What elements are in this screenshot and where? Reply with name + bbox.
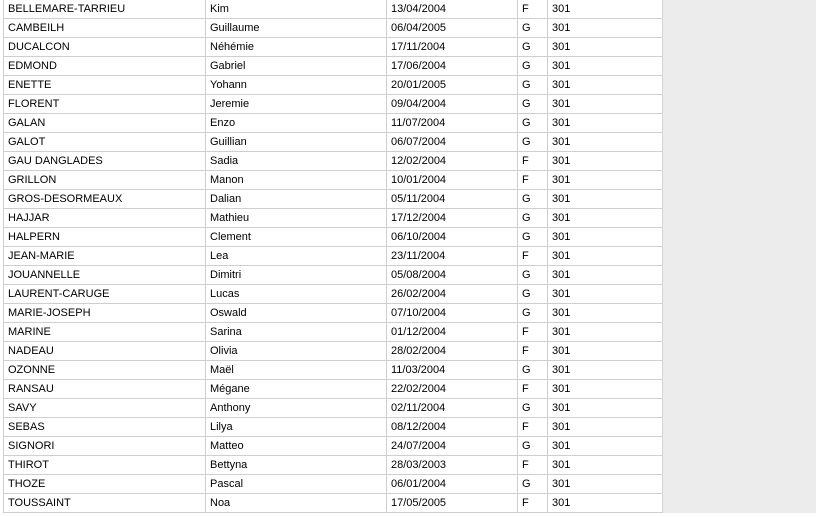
cell-sex[interactable]: G: [518, 38, 548, 57]
cell-class[interactable]: 301: [548, 228, 663, 247]
cell-sex[interactable]: G: [518, 190, 548, 209]
table-row: [4, 475, 663, 494]
cell-sex[interactable]: F: [518, 152, 548, 171]
table-row: [4, 342, 663, 361]
cell-class[interactable]: 301: [548, 0, 663, 19]
table-row: [4, 266, 663, 285]
table-row: [4, 133, 663, 152]
cell-birth-date[interactable]: 20/01/2005: [387, 76, 518, 95]
cell-last-name[interactable]: FLORENT: [4, 95, 206, 114]
cell-sex[interactable]: G: [518, 475, 548, 494]
cell-first-name[interactable]: Mégane: [206, 380, 387, 399]
cell-first-name[interactable]: Oswald: [206, 304, 387, 323]
cell-first-name[interactable]: Mathieu: [206, 209, 387, 228]
cell-birth-date[interactable]: 06/10/2004: [387, 228, 518, 247]
table-row: [4, 380, 663, 399]
cell-sex[interactable]: G: [518, 19, 548, 38]
cell-birth-date[interactable]: 09/04/2004: [387, 95, 518, 114]
table-row: [4, 171, 663, 190]
cell-class[interactable]: 301: [548, 95, 663, 114]
cell-sex[interactable]: G: [518, 285, 548, 304]
cell-birth-date[interactable]: 05/08/2004: [387, 266, 518, 285]
cell-last-name[interactable]: SAVY: [4, 399, 206, 418]
table-row: [4, 57, 663, 76]
table-row: [4, 361, 663, 380]
cell-last-name[interactable]: CAMBEILH: [4, 19, 206, 38]
cell-birth-date[interactable]: 10/01/2004: [387, 171, 518, 190]
table-row: [4, 323, 663, 342]
cell-first-name[interactable]: Lea: [206, 247, 387, 266]
table-row: [4, 437, 663, 456]
cell-last-name[interactable]: JOUANNELLE: [4, 266, 206, 285]
cell-first-name[interactable]: Bettyna: [206, 456, 387, 475]
cell-last-name[interactable]: EDMOND: [4, 57, 206, 76]
cell-birth-date[interactable]: 24/07/2004: [387, 437, 518, 456]
cell-first-name[interactable]: Néhémie: [206, 38, 387, 57]
table-row: [4, 95, 663, 114]
cell-birth-date[interactable]: 22/02/2004: [387, 380, 518, 399]
cell-last-name[interactable]: JEAN-MARIE: [4, 247, 206, 266]
cell-birth-date[interactable]: 02/11/2004: [387, 399, 518, 418]
cell-birth-date[interactable]: 06/01/2004: [387, 475, 518, 494]
cell-class[interactable]: 301: [548, 209, 663, 228]
cell-last-name[interactable]: BELLEMARE-TARRIEU: [4, 0, 206, 19]
cell-class[interactable]: 301: [548, 38, 663, 57]
cell-last-name[interactable]: MARIE-JOSEPH: [4, 304, 206, 323]
cell-first-name[interactable]: Enzo: [206, 114, 387, 133]
cell-first-name[interactable]: Matteo: [206, 437, 387, 456]
cell-birth-date[interactable]: 28/03/2003: [387, 456, 518, 475]
cell-first-name[interactable]: Kim: [206, 0, 387, 19]
table-row: [4, 114, 663, 133]
table-row: [4, 285, 663, 304]
cell-sex[interactable]: G: [518, 437, 548, 456]
cell-birth-date[interactable]: 06/04/2005: [387, 19, 518, 38]
table-row: [4, 0, 663, 19]
student-table: [3, 0, 663, 513]
cell-birth-date[interactable]: 06/07/2004: [387, 133, 518, 152]
cell-birth-date[interactable]: 11/03/2004: [387, 361, 518, 380]
cell-sex[interactable]: G: [518, 114, 548, 133]
cell-first-name[interactable]: Anthony: [206, 399, 387, 418]
cell-first-name[interactable]: Olivia: [206, 342, 387, 361]
cell-class[interactable]: 301: [548, 114, 663, 133]
cell-sex[interactable]: G: [518, 228, 548, 247]
cell-sex[interactable]: F: [518, 456, 548, 475]
cell-birth-date[interactable]: 17/12/2004: [387, 209, 518, 228]
cell-birth-date[interactable]: 08/12/2004: [387, 418, 518, 437]
cell-class[interactable]: 301: [548, 399, 663, 418]
cell-sex[interactable]: F: [518, 380, 548, 399]
cell-class[interactable]: 301: [548, 285, 663, 304]
cell-first-name[interactable]: Noa: [206, 494, 387, 513]
cell-class[interactable]: 301: [548, 171, 663, 190]
cell-last-name[interactable]: DUCALCON: [4, 38, 206, 57]
cell-birth-date[interactable]: 11/07/2004: [387, 114, 518, 133]
cell-class[interactable]: 301: [548, 418, 663, 437]
cell-last-name[interactable]: THOZE: [4, 475, 206, 494]
table-row: [4, 418, 663, 437]
cell-sex[interactable]: F: [518, 418, 548, 437]
cell-sex[interactable]: G: [518, 399, 548, 418]
cell-birth-date[interactable]: 01/12/2004: [387, 323, 518, 342]
cell-first-name[interactable]: Dimitri: [206, 266, 387, 285]
cell-first-name[interactable]: Gabriel: [206, 57, 387, 76]
cell-birth-date[interactable]: 13/04/2004: [387, 0, 518, 19]
cell-last-name[interactable]: GROS-DESORMEAUX: [4, 190, 206, 209]
cell-first-name[interactable]: Maël: [206, 361, 387, 380]
table-row: [4, 209, 663, 228]
cell-sex[interactable]: G: [518, 57, 548, 76]
cell-last-name[interactable]: SIGNORI: [4, 437, 206, 456]
cell-class[interactable]: 301: [548, 152, 663, 171]
cell-birth-date[interactable]: 28/02/2004: [387, 342, 518, 361]
cell-sex[interactable]: F: [518, 171, 548, 190]
table-row: [4, 19, 663, 38]
table-body: [4, 0, 663, 513]
table-row: [4, 152, 663, 171]
cell-class[interactable]: 301: [548, 475, 663, 494]
table-row: [4, 399, 663, 418]
cell-last-name[interactable]: LAURENT-CARUGE: [4, 285, 206, 304]
cell-last-name[interactable]: GRILLON: [4, 171, 206, 190]
table-row: [4, 76, 663, 95]
cell-last-name[interactable]: SEBAS: [4, 418, 206, 437]
cell-last-name[interactable]: GAU DANGLADES: [4, 152, 206, 171]
cell-sex[interactable]: G: [518, 133, 548, 152]
cell-sex[interactable]: F: [518, 342, 548, 361]
cell-sex[interactable]: G: [518, 76, 548, 95]
cell-first-name[interactable]: Lilya: [206, 418, 387, 437]
cell-sex[interactable]: G: [518, 304, 548, 323]
cell-sex[interactable]: F: [518, 0, 548, 19]
cell-birth-date[interactable]: 17/11/2004: [387, 38, 518, 57]
unused-sheet-area: [662, 0, 816, 513]
cell-first-name[interactable]: Dalian: [206, 190, 387, 209]
cell-class[interactable]: 301: [548, 380, 663, 399]
table-row: [4, 304, 663, 323]
cell-last-name[interactable]: THIROT: [4, 456, 206, 475]
cell-first-name[interactable]: Sadia: [206, 152, 387, 171]
cell-first-name[interactable]: Pascal: [206, 475, 387, 494]
cell-last-name[interactable]: MARINE: [4, 323, 206, 342]
table-row: [4, 247, 663, 266]
cell-first-name[interactable]: Clement: [206, 228, 387, 247]
cell-birth-date[interactable]: 07/10/2004: [387, 304, 518, 323]
cell-class[interactable]: 301: [548, 133, 663, 152]
cell-birth-date[interactable]: 26/02/2004: [387, 285, 518, 304]
cell-class[interactable]: 301: [548, 266, 663, 285]
cell-last-name[interactable]: HALPERN: [4, 228, 206, 247]
cell-class[interactable]: 301: [548, 190, 663, 209]
cell-birth-date[interactable]: 17/06/2004: [387, 57, 518, 76]
cell-first-name[interactable]: Sarina: [206, 323, 387, 342]
cell-sex[interactable]: G: [518, 209, 548, 228]
cell-sex[interactable]: F: [518, 494, 548, 513]
cell-first-name[interactable]: Manon: [206, 171, 387, 190]
cell-class[interactable]: 301: [548, 76, 663, 95]
cell-birth-date[interactable]: 12/02/2004: [387, 152, 518, 171]
cell-class[interactable]: 301: [548, 494, 663, 513]
cell-birth-date[interactable]: 17/05/2005: [387, 494, 518, 513]
cell-class[interactable]: 301: [548, 323, 663, 342]
cell-class[interactable]: 301: [548, 456, 663, 475]
cell-class[interactable]: 301: [548, 361, 663, 380]
cell-last-name[interactable]: TOUSSAINT: [4, 494, 206, 513]
cell-class[interactable]: 301: [548, 19, 663, 38]
cell-class[interactable]: 301: [548, 304, 663, 323]
table-row: [4, 456, 663, 475]
cell-first-name[interactable]: Guillaume: [206, 19, 387, 38]
cell-last-name[interactable]: RANSAU: [4, 380, 206, 399]
cell-sex[interactable]: F: [518, 247, 548, 266]
cell-last-name[interactable]: GALOT: [4, 133, 206, 152]
cell-last-name[interactable]: HAJJAR: [4, 209, 206, 228]
cell-first-name[interactable]: Guillian: [206, 133, 387, 152]
table-row: [4, 38, 663, 57]
table-row: [4, 190, 663, 209]
cell-sex[interactable]: G: [518, 95, 548, 114]
cell-class[interactable]: 301: [548, 247, 663, 266]
cell-last-name[interactable]: GALAN: [4, 114, 206, 133]
cell-last-name[interactable]: NADEAU: [4, 342, 206, 361]
cell-birth-date[interactable]: 05/11/2004: [387, 190, 518, 209]
cell-last-name[interactable]: ENETTE: [4, 76, 206, 95]
cell-class[interactable]: 301: [548, 342, 663, 361]
cell-first-name[interactable]: Yohann: [206, 76, 387, 95]
cell-sex[interactable]: F: [518, 323, 548, 342]
cell-first-name[interactable]: Jeremie: [206, 95, 387, 114]
cell-first-name[interactable]: Lucas: [206, 285, 387, 304]
cell-sex[interactable]: G: [518, 361, 548, 380]
cell-class[interactable]: 301: [548, 57, 663, 76]
cell-class[interactable]: 301: [548, 437, 663, 456]
cell-last-name[interactable]: OZONNE: [4, 361, 206, 380]
table-row: [4, 494, 663, 513]
cell-sex[interactable]: G: [518, 266, 548, 285]
table-row: [4, 228, 663, 247]
cell-birth-date[interactable]: 23/11/2004: [387, 247, 518, 266]
